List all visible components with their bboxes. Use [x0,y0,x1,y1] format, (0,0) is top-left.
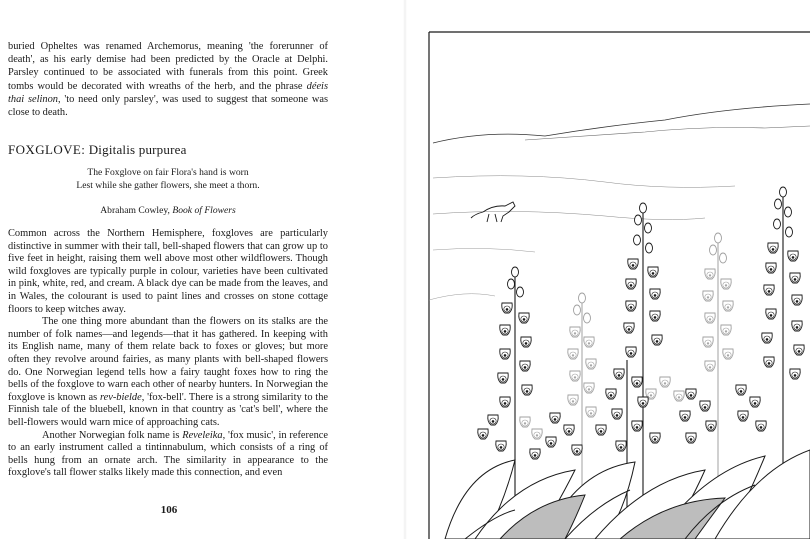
epigraph-attribution [8,205,328,216]
poem-line-2: Lest while she gather flowers, she meet a thorn. [76,180,260,191]
right-page [405,0,810,539]
heading-latin-name: Digitalis purpurea [88,142,187,157]
attribution-work: Book of Flowers [172,205,236,216]
body-paragraph-1: Common across the Northern Hemisphere, foxgloves are particularly distinctive in summer with their tall, bell-shaped flowers that can grow up to five feet in height, raising them well above most other wildflowers. Though wild foxgloves are typically purple in colour, varieties have been cultivated in pink, white, red, and cream. A black dye can be made from the leaves, and in Wales, the colourant is used to paint lines and crosses on stone cottage floors to keep witches away. [8,228,328,315]
attribution-author: Abraham Cowley, [100,205,170,216]
body-text [8,228,328,480]
intro-paragraph: buried Opheltes was renamed Archemorus, meaning 'the forerunner of death', as his early demise had been predicted by the Oracle at Delphi. Parsley continued to be associated with funerals from this point. Greek tombs would be decorated with wreaths of the herb, and the phrase déeis thai selinon, 'to need only parsley', was used to suggest that someone was close to death. [8,41,328,119]
body-paragraph-2: The one thing more abundant than the flowers on its stalks are the number of folk names—and legends—that it has gathered. In keeping with its English name, many of them relate back to foxes or gloves; but more often they revolve around fairies, as many plants with bell-shaped flowers do. One Norwegian legend tells how a fairy taught foxes how to ring the bells of the foxglove to warn each other of nearby hunters. In Norwegian the foxglove is known as rev-bielde, 'fox-bell'. There is a strong similarity to the Finnish tale of the bluebell, known in that country as 'cat's bell', where the bell-flowers would warn mice of approaching cats. [8,316,328,428]
epigraph-poem [8,166,328,192]
body-paragraph-3: Another Norwegian folk name is Reveleika, 'fox music', in reference to an early instrument called a tintinnabulum, which consists of a ring of bells hung from an ornate arch. The similarity in appearance to the foxglove's tall flower stalks likely made this connection, and even [8,429,329,479]
section-heading [8,142,187,158]
foxglove-illustration [405,0,810,539]
heading-common-name: FOXGLOVE: [8,142,86,157]
page-number: 106 [160,504,178,516]
poem-line-1: The Foxglove on fair Flora's hand is worn [87,167,249,178]
